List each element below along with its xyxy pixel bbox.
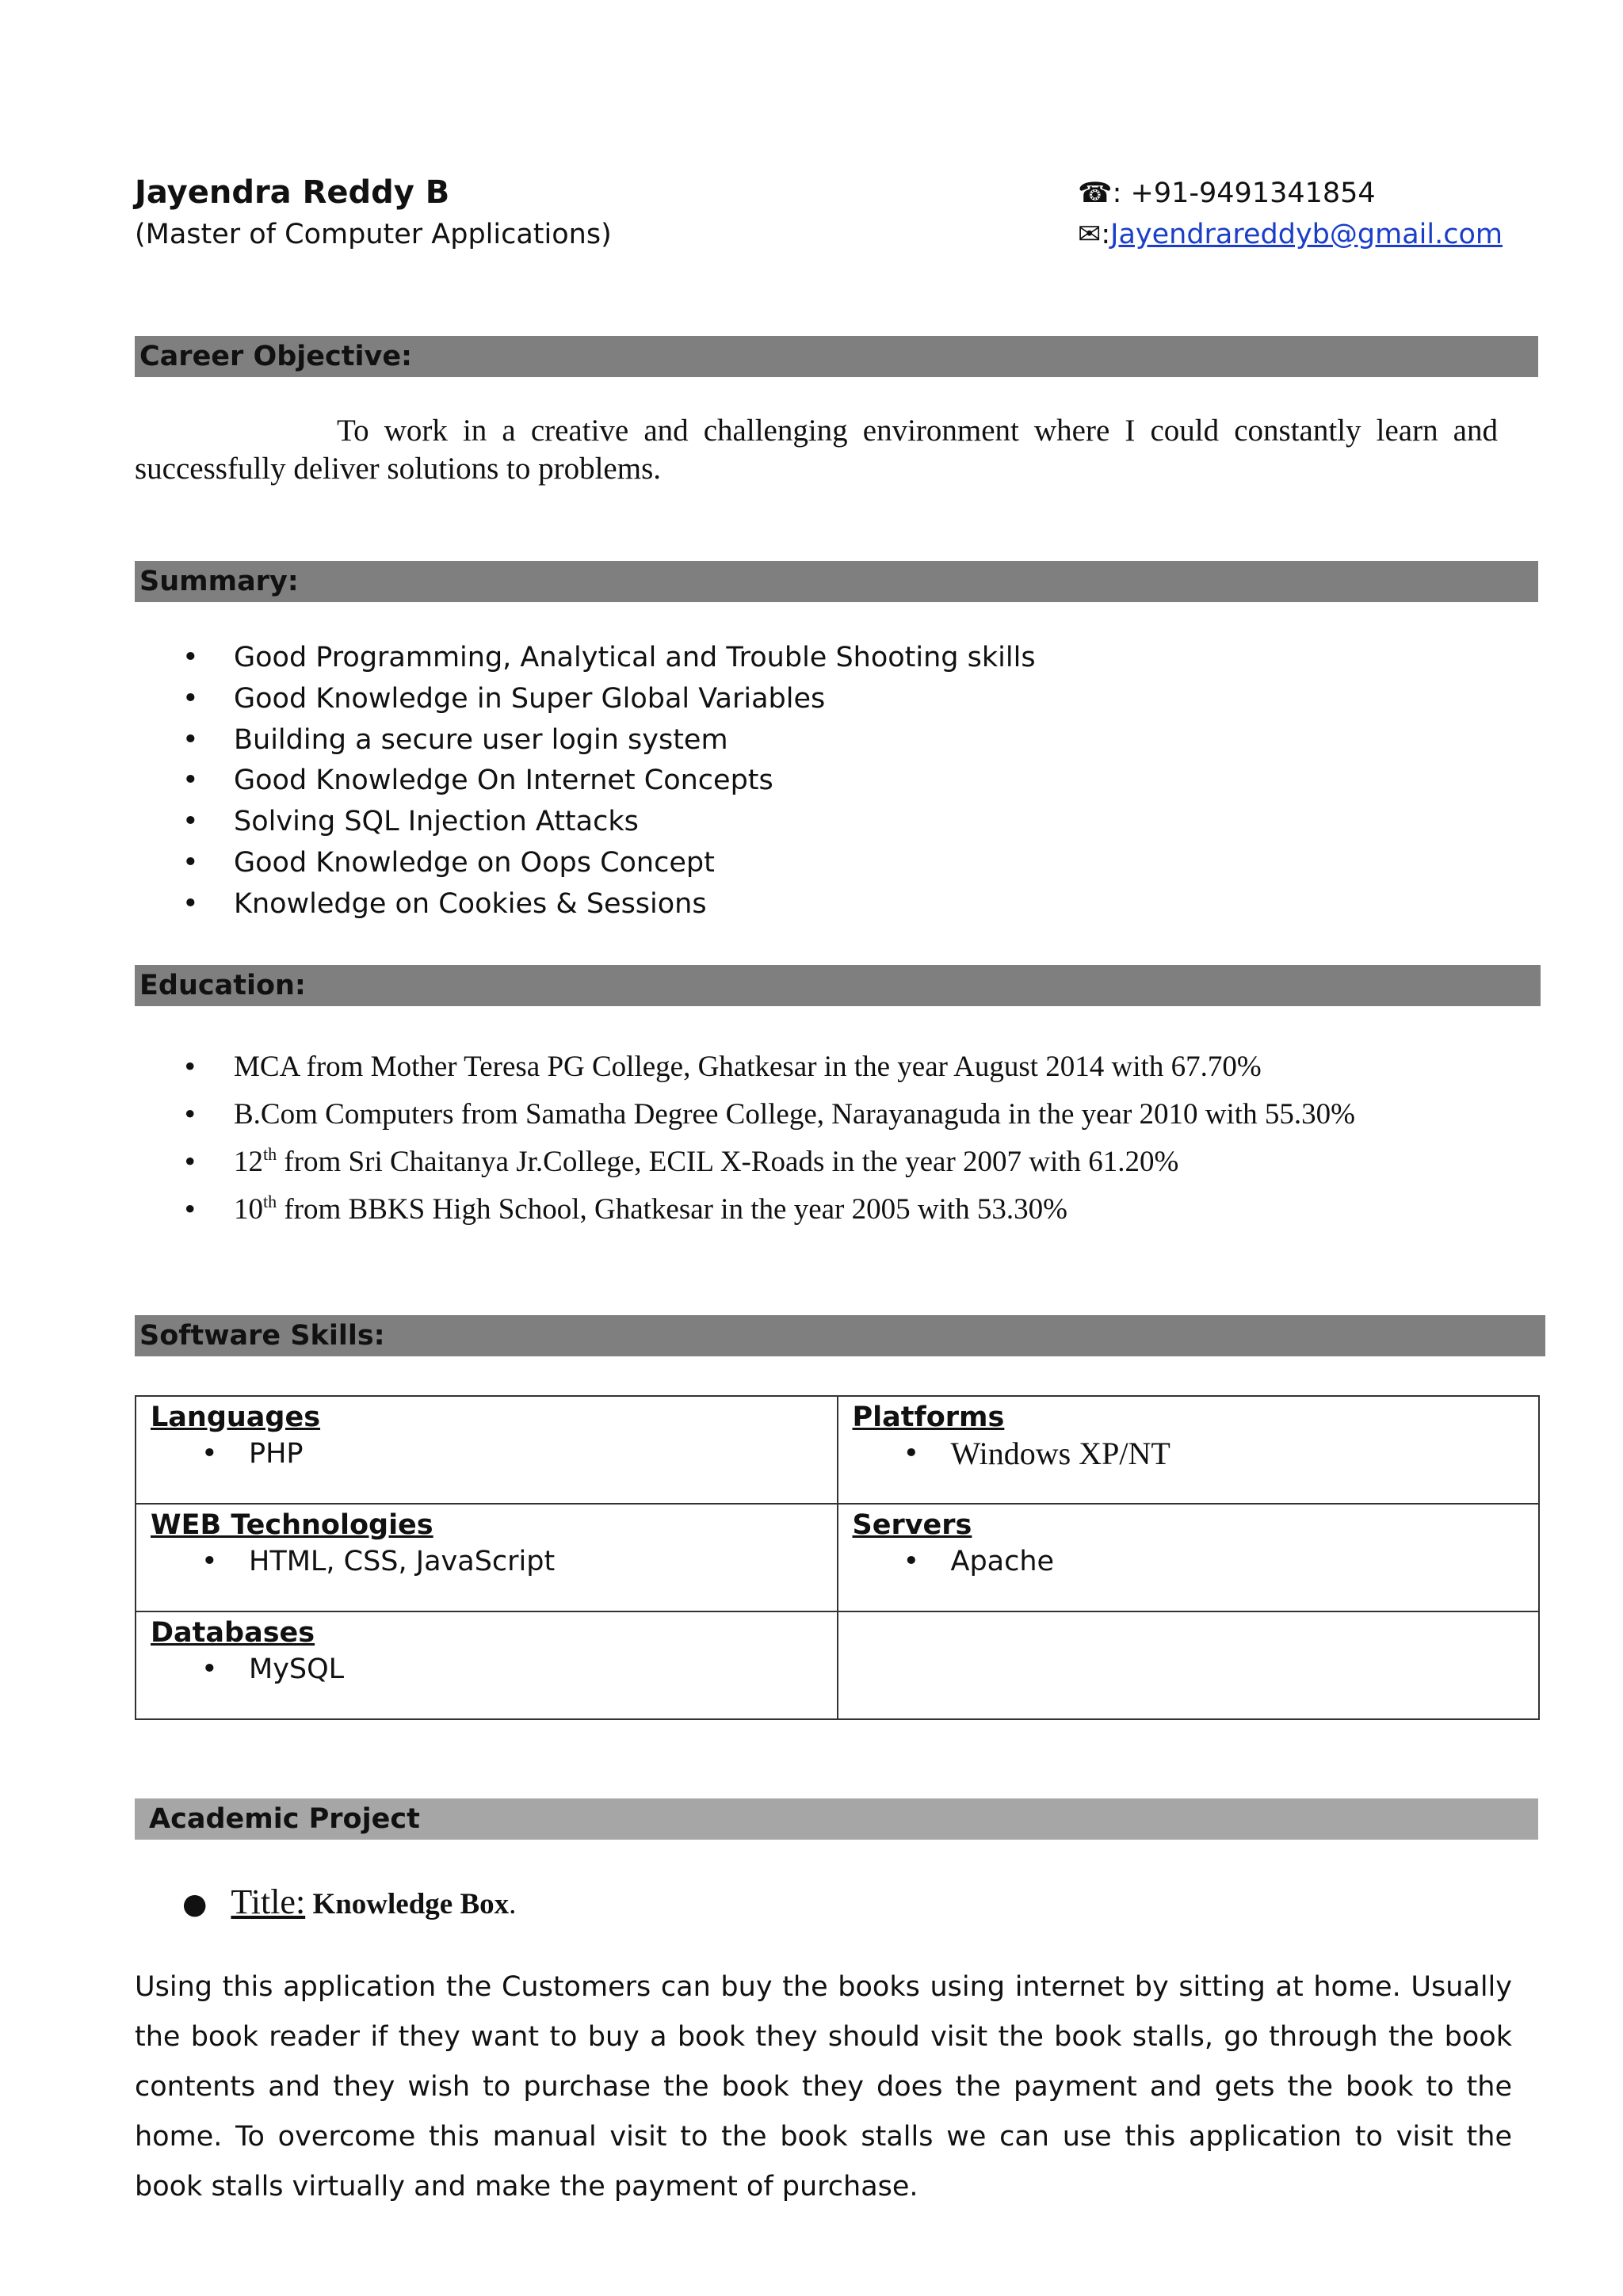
candidate-degree: (Master of Computer Applications) [135,219,612,250]
summary-item: • Solving SQL Injection Attacks [135,802,1036,843]
candidate-name: Jayendra Reddy B [135,174,450,211]
project-title-line [182,1882,516,1922]
skills-table [135,1395,1540,1720]
summary-item: • Good Knowledge in Super Global Variables [135,679,1036,720]
skills-cell-web [136,1504,838,1611]
summary-item: • Building a secure user login system [135,720,1036,761]
platforms-item: • Windows XP/NT [838,1435,1539,1473]
telephone-icon: ☎ [1078,177,1113,209]
skills-cell-platforms [838,1396,1540,1504]
summary-item: • Good Programming, Analytical and Trouble Shooting skills [135,638,1036,679]
project-description: Using this application the Customers can buy the books using internet by sitting at home. Usually the book reader if they want to buy a book they should visit the book stalls, go through the book contents and they wish to purchase the book they does the payment and gets the book to the home. To overcome this manual visit to the book stalls we can use this application to visit the book stalls virtually and make the payment of purchase. [135,1971,1512,2203]
software-skills-heading: Software Skills: [139,1320,385,1352]
languages-item: • PHP [136,1435,837,1473]
education-heading: Education: [139,970,306,1001]
education-item: • B.Com Computers from Samatha Degree College, Narayanaguda in the year 2010 with 55.30% [135,1091,1355,1138]
web-technologies-item: • HTML, CSS, JavaScript [136,1543,837,1581]
project-title-suffix: . [509,1888,517,1920]
servers-item: • Apache [838,1543,1539,1581]
skills-cell-servers [838,1504,1540,1611]
languages-heading: Languages [151,1402,321,1433]
software-skills-heading-bar [135,1315,1545,1356]
education-item: • MCA from Mother Teresa PG College, Ghatkesar in the year August 2014 with 67.70% [135,1043,1355,1091]
summary-heading: Summary: [139,566,299,597]
envelope-icon: ✉ [1078,219,1102,250]
summary-item: • Good Knowledge On Internet Concepts [135,761,1036,802]
summary-heading-bar [135,561,1538,602]
web-technologies-heading: WEB Technologies [151,1509,433,1541]
career-objective-heading-bar [135,336,1538,377]
academic-project-heading: Academic Project [149,1803,420,1835]
education-item: • 12th from Sri Chaitanya Jr.College, ECIL X-Roads in the year 2007 with 61.20% [135,1138,1355,1186]
phone-contact [1078,177,1376,209]
summary-list [135,638,1036,925]
project-title-bullet: ● [182,1888,208,1920]
career-objective-body: To work in a creative and challenging environment where I could constantly learn and successfully deliver solutions to problems. [135,414,1498,486]
databases-heading: Databases [151,1617,315,1649]
career-objective-text [135,412,1498,488]
email-prefix: : [1101,219,1111,250]
resume-header [135,174,1506,261]
project-title-label: Title: [231,1882,306,1921]
education-item: • 10th from BBKS High School, Ghatkesar in the year 2005 with 53.30% [135,1186,1355,1234]
summary-item: • Good Knowledge on Oops Concept [135,843,1036,884]
platforms-heading: Platforms [852,1402,1005,1433]
email-link[interactable]: Jayendrareddyb@gmail.com [1110,219,1503,250]
email-contact [1078,219,1503,250]
education-heading-bar [135,965,1541,1006]
servers-heading: Servers [852,1509,972,1541]
phone-number: : +91-9491341854 [1112,177,1376,209]
summary-item: • Knowledge on Cookies & Sessions [135,884,1036,925]
skills-cell-languages [136,1396,838,1504]
education-list [135,1043,1355,1234]
academic-project-heading-bar [135,1798,1538,1840]
skills-cell-empty [838,1611,1540,1719]
skills-cell-databases [136,1611,838,1719]
career-objective-heading: Career Objective: [139,341,413,372]
databases-item: • MySQL [136,1650,837,1688]
project-title-value: Knowledge Box [312,1888,510,1920]
